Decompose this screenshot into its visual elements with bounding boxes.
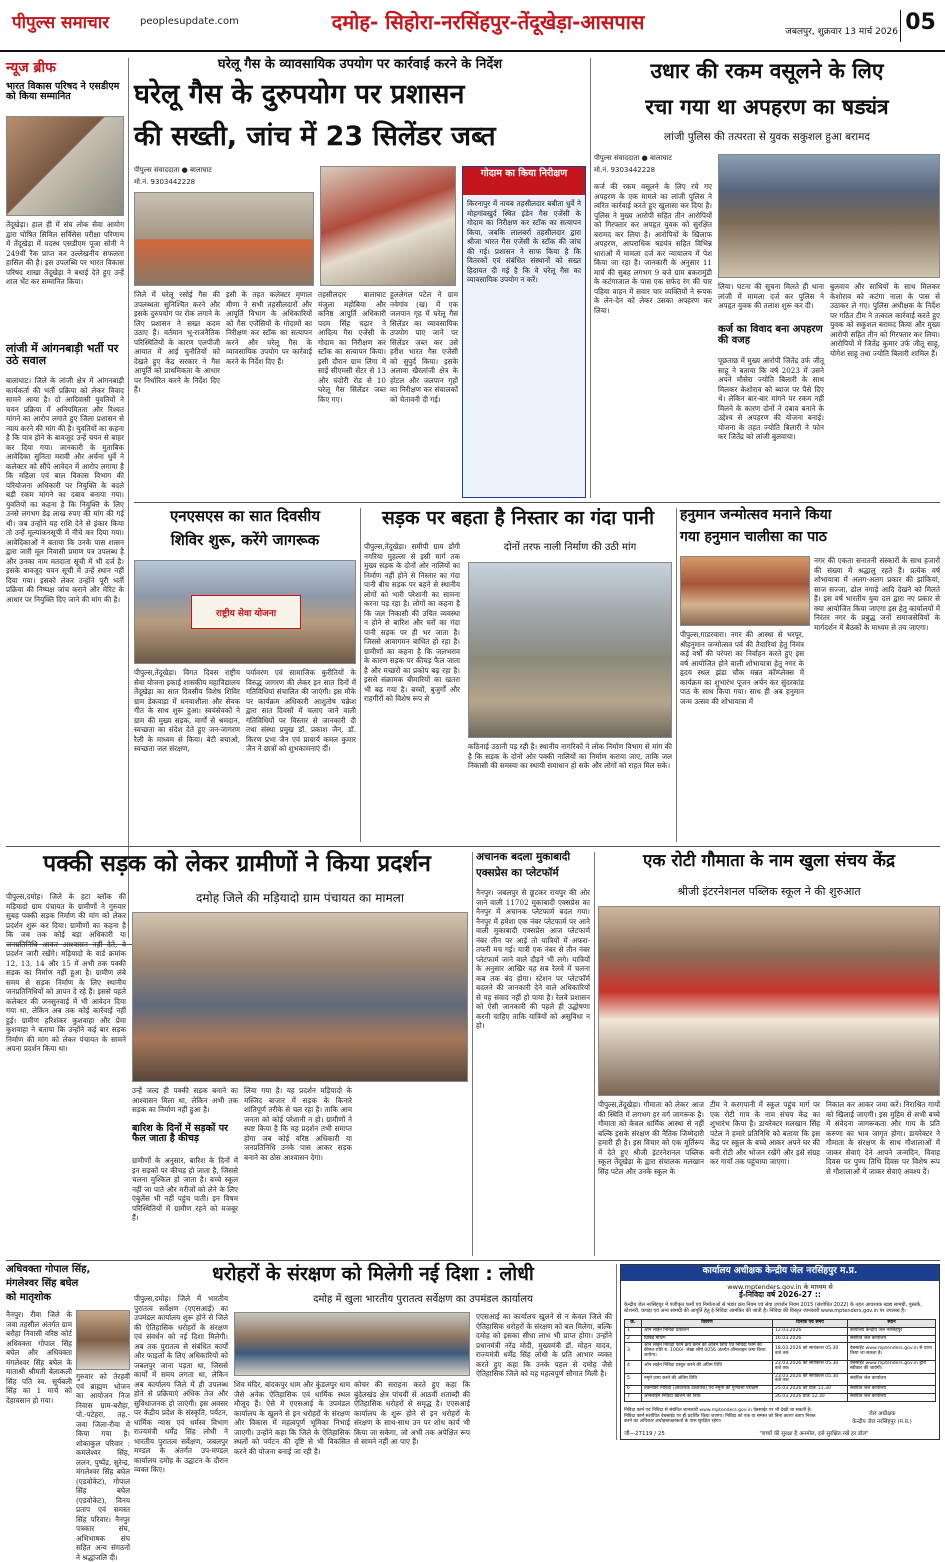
hanuman-headline-1: हनुमान जन्मोत्सव मनाने किया (680, 507, 832, 523)
nss-banner: राष्ट्रीय सेवा योजना (191, 595, 301, 629)
news-brief-item2-title: लांजी में आंगनबाड़ी भर्ती पर उठे सवाल (6, 342, 119, 368)
kidnap-col3: बुलवाय और साथियों के साथ मिलकर केशोराव को कटंगा नाला के पास से उठाकर ले गए। पुलिस अधीक्षक के निर्देश पर गठित टीम ने तत्काल कार्रवाई करते हुए युवक को सकुशल बरामद किया और मुख्य आरोपी सहित तीन को गिरफ्तार कर लिया। आरोपियों में जितेंद्र कुमार उर्फ जीतू साहू, योगेश साहू तथा ज्योति बिलारी शामिल हैं। (830, 282, 940, 358)
school-story (598, 852, 940, 1256)
tender-notice (620, 1264, 940, 1440)
drain-subhead: दोनों तरफ नाली निर्माण की उठी मांग (503, 542, 637, 553)
obituary-main (6, 1264, 130, 1562)
gas-col4: हुललेगल पटेल ने ग्राम नवेगांव (ख) में एक जलपान गृह में घरेलू गैस सिलेंडर का व्यावसायिक उपयोग पाए जाने पर सिलेंडर जब्त कर उसे हरीश भारत गैस एजेंसी को सुपुर्द किया। इसके अलावा खैरलांजी क्षेत्र के होटल और जलपान गृहों का निरीक्षण कर संचालकों को चेतावनी दी गई। (390, 290, 458, 404)
heritage-col3: कोचर की सराहना करते हुए कहा कि बुंदेलखंड क्षेत्र पांचवीं से आठवीं शताब्दी की ऐतिहासिक धरोहरों से समृद्ध है। एएसआई कार्यालय के शुरू होने से इन धरोहरों के संरक्षण के साथ-साथ उन पर शोध कार्य भी किया जा सकेगा, जो अभी तक अपेक्षित रूप से सामने नहीं आ पाए हैं। (354, 1380, 470, 1446)
cell-date: 18.03.2026 को सायंकाल 05.30 बजे तक (773, 1343, 848, 1360)
news-brief-label: न्यूज ब्रीफ (6, 60, 56, 76)
kidnap-byline: पीपुल्स संवाददाता ● बालाघाट (594, 154, 672, 162)
cell-detail: ऑन लाईन निविदा प्रकाशन (642, 1327, 773, 1335)
gas-col3: तहसीलदार बालाघाट मंजुला महोबिया और कनिष्ठ आपूर्ति अधिकारी पदम सिंह चढ़ार ने आदित्य गैस एजेंसी के गोदाम का निरीक्षण कर स्टॉक का सत्यापन किया। इसी दौरान ग्राम लिंगा में साई सीएमसी सेंटर से 13 और चंदोरी रोड से 10 घरेलू गैस सिलेंडर जब्त किए गए। (318, 290, 386, 404)
cell-place: संबंधित जेल कार्यालय (848, 1335, 936, 1343)
school-col2: टीम ने करगपानी में स्कूल पहुंच मार्ग पर एक रोटी गाय के नाम संचय केंद्र का शुभारंभ किया है। डायरेक्टर मलखान सिंह पटेल ने हमारे प्रतिनिधि को बताया कि इस केंद्र पर स्कूल के बच्चे आकर अपने घर की बनी रोटी और भोजन रखेंगे और इसे संग्रह कर गायों तक पहुंचाया जाएगा। (710, 1100, 820, 1166)
kidnap-subhead: लांजी पुलिस की तत्परता से युवक सकुशल हुआ बरामद (664, 131, 870, 143)
obituary-body-2: गुरुवार को तेरहवीं एवं ब्राह्मण भोजन का आयोजन निज निवास ग्राम-बरौहा, पो.-पटेहरा, तह.-जवा जिला-रीवा में किया गया है। शोकाकुल परिवार : कमलेश्वर सिंह, ललन, पुष्पेंद्र, सुरेन्द्र, मंगलेश्वर सिंह बघेल (एडवोकेट), गोपाल सिंह बघेल (एडवोकेट), विनय प्रताप एवं समस्त सिंह परिवार। नैनपुर पत्रकार संघ, अभिभाषक संघ सहित अन्य संगठनों ने श्रद्धांजलि दी। (76, 1372, 130, 1562)
tender-title: कार्यालय अधीक्षक केन्द्रीय जेल नरसिंहपुर म.प्र. (621, 1265, 939, 1281)
cell-date: 26.03.2026 प्रातः 12.30 (773, 1393, 848, 1401)
train-body: नैनपुर। जबलपुर से छूटकर रायपुर की ओर जाने वाली 11702 मुकाबादी एक्सप्रेस का नैनपुर में अचानक प्लेटफार्म बदल गया। नैनपुर में हमेशा एक नंबर प्लेटफार्म पर आने वाली मुकाबादी एक्सप्रेस आज प्लेटफार्म नंबर तीन पर आई तो यात्रियों में अफरा-तफरी मच गई। यात्री एक नंबर से तीन नंबर प्लेटफार्म जाने वाले दौड़ने भी लगे। यात्रियों के अनुसार आखिर यह सब रेलवे में चलना कब तक बंद होगा। स्टेशन पर प्लेटफॉर्म बदलने की जानकारी देने वाले अधिकारियों से यह संवाद नहीं हो पाया है। रेलवे प्रशासन को ऐसी जानकारी की पहले ही उद्घोषणा करनी चाहिए ताकि यात्रियों को असुविधा न हो। (476, 888, 590, 1030)
protest-col2: उन्हें जल्द ही पक्की सड़क बनाने का आश्वासन मिला था, लेकिन अभी तक सड़क का निर्माण नहीं हुआ है। (132, 1086, 238, 1114)
cell-sn: 4 (625, 1360, 642, 1373)
table-row (625, 1327, 936, 1335)
gas-byline: पीपुल्स संवाददाता ● बालाघाट (134, 166, 212, 174)
heritage-col4: एएसआई का कार्यालय खुलने से न केवल जिले की ऐतिहासिक धरोहरों के संरक्षण को बल मिलेगा, बल्कि दमोह को इसका सीधा लाभ भी प्राप्त होगा। उन्होंने प्रधानमंत्री नरेंद्र मोदी, मुख्यमंत्री डॉ. मोहन यादव, राज्यमंत्री धर्मेंद्र सिंह लोधी के प्रति आभार व्यक्त करते हुए कहा कि उनके पहल से दमोह जैसे ऐतिहासिक जिले को यह महत्वपूर्ण सौगात मिली है। (476, 1312, 612, 1378)
gas-col2: इसी के तहत कलेक्टर मृणाल मीणा ने सभी तहसीलदारों और आपूर्ति विभाग के अधिकारियों को गैस एजेंसियों के गोदामों का निरीक्षण कर स्टॉक का सत्यापन करने और घरेलू गैस के व्यावसायिक उपयोग पर कार्रवाई करने के निर्देश दिए हैं। (226, 290, 312, 366)
heritage-headline: धरोहरों के संरक्षण को मिलेगी नई दिशा : लोधी (212, 1263, 534, 1285)
cell-place: वेबसाईट www.mptenders.gov.in से प्राप्त किया जा सकता है। (848, 1343, 936, 1360)
drain-road-photo (468, 562, 672, 738)
table-row (625, 1335, 936, 1343)
cell-sn: 3 (625, 1343, 642, 1360)
train-headline-1: अचानक बदला मुकाबादी (476, 851, 571, 863)
protest-headline: पक्की सड़क को लेकर ग्रामीणों ने किया प्रदर्शन (43, 851, 431, 877)
cell-detail: प्रिबिड मीटिंग (642, 1335, 773, 1343)
obituary-portrait (76, 1310, 130, 1370)
nss-headline-2: शिविर शुरू, करेंगे जागरूक (170, 531, 320, 549)
tender-signatory-1: जेल अधीक्षक (868, 1411, 896, 1417)
hanuman-story (680, 508, 940, 842)
gas-sidebar-title: गोदाम का किया निरीक्षण (463, 167, 585, 195)
tender-website-line: www.mptenders.gov.in के माध्यम से (727, 1283, 833, 1291)
hanuman-col1: पीपुल्स,गाडरवारा। नगर की आस्था से भरपूर, श्रीहनुमान जन्मोत्सव पर्व की तैयारियां हेतु निमंत्र कई वर्षों की परंपरा का निर्वाहन करते हुए इस वर्ष आयोजित होने वाली शोभायात्रा हेतु नगर के हृदय स्थल झंडा चौक मन्नत कॉम्प्लेक्स में कार्यक्रम का शुभारंभ पूजन अर्चन कर सुंदरकांड पाठ के साथ किया गया। साथ ही अब हनुमान जन्म उत्सव की शोभायात्रा में (680, 630, 804, 706)
newspaper-logo: पीपुल्स समाचार (12, 13, 110, 33)
tender-subtitle: ई-निविदा वर्ष 2026-27 :: (739, 1290, 821, 1299)
news-brief-item1-body: तेंदूखेड़ा। हाल ही में संघ लोक सेवा आयोग द्वारा घोषित सिविल सर्विसेस परीक्षा परिणाम में तेंदूखेड़ा में पदस्थ एसडीएम पूजा सोनी ने 249वीं रैंक प्राप्त कर उल्लेखनीय सफलता हासिल की है। इस उपलब्धि पर भारत विकास परिषद शाखा तेंदूखेड़ा ने बधाई देते हुए उन्हें शाल भेंट कर सम्मानित किया। (6, 220, 124, 286)
kidnap-police-photo (718, 154, 940, 278)
cell-sn: 5 (625, 1373, 642, 1386)
protest-crowd-photo (132, 912, 468, 1082)
kidnap-col2: लिया। घटना की सूचना मिलते ही थाना लांजी में मामला दर्ज कर पुलिस ने अपहृत युवक की तलाश शुरू कर दी। (718, 282, 824, 310)
protest-col2b: ग्रामीणों के अनुसार, बारिश के दिनों में इन सड़कों पर कीचड़ हो जाता है, जिससे चलना मुश्किल हो जाता है। बच्चे स्कूल नहीं जा पाते और मरीजों को लेने के लिए एंबुलेंस भी नहीं पहुंच पाती। इन विषम परिस्थितियों में ग्रामीण रहने को मजबूर हैं। (132, 1156, 238, 1222)
school-subhead: श्रीजी इंटरनेशनल पब्लिक स्कूल ने की शुरुआत (677, 885, 861, 898)
nss-col1: पीपुल्स,तेंदूखेड़ा। विगत दिवस राष्ट्रीय सेवा योजना इकाई शासकीय महाविद्यालय तेंदूखेड़ा का सात दिवसीय विशेष शिविर ग्राम डेकवाड़ा में धनवाशीला और सेवक गीत के साथ शुरू हुआ। स्वयंसेवकों ने ग्राम की मुख्य सड़क, मार्गों से श्रमदान, स्वच्छता का संदेश देते हुए जन-जागरण रैली के माध्यम से किया। बेटी बचाओ, स्वच्छता जल संरक्षण, (134, 668, 240, 753)
heritage-story (134, 1263, 612, 1474)
cell-place: संबंधित जेल कार्यालय (848, 1373, 936, 1386)
heritage-inauguration-photo (234, 1312, 470, 1376)
gas-sidebar (462, 166, 586, 498)
gas-headline-1: घरेलू गैस के दुरुपयोग पर प्रशासन (134, 79, 465, 110)
heritage-subhead: दमोह में खुला भारतीय पुरातत्व सर्वेक्षण का उपमंडल कार्यालय (313, 1294, 533, 1305)
gas-godown-photo (320, 166, 456, 286)
tender-intro: केन्द्रीय जेल नरसिंहपुर में पंजीकृत फर्मों एवं निर्माताओं से भंडार क्रय नियम एवं सेवा उपार्जन नियम 2015 (संशोधित 2022) के तहत आवश्यक खाद्य सामग्री, पुस्तकें, स्टेशनरी, कपड़ा एवं अन्य सामग्री की आपूर्ति हेतु ई-निविदा आमंत्रित की जाती है। निविदा की विस्तृत जानकारी www.mptenders.gov.in पर उपलब्ध है। (624, 1302, 922, 1314)
gas-mobile: मो.नं. 9303442228 (134, 178, 196, 186)
heritage-col1: पीपुल्स,दमोह। जिले में भारतीय पुरातत्व सर्वेक्षण (एएसआई) का उपमंडल कार्यालय शुरू होने से जिले की ऐतिहासिक धरोहरों के संरक्षण एवं संवर्धन को नई दिशा मिलेगी। अब तक पुरातत्व से संबंधित कार्यों और फाइलों के लिए अधिकारियों को जबलपुर जाना पड़ता था, जिससे कार्यों में समय लगता था, लेकिन अब कार्यालय जिले में ही उपलब्ध होने से प्रक्रियाएं अधिक तेज और सुविधाजनक हो जाएंगी। इस अवसर पर केंद्रीय प्रदेश के संस्कृति, पर्यटन, धार्मिक न्यास एवं धर्मस्व विभाग राज्यमंत्री धर्मेंद्र सिंह लोधी ने भारतीय पुरातत्व सर्वेक्षण, जबलपुर मण्डल के अंतर्गत उप-मण्डल कार्यालय दमोह के उद्घाटन के दौरान व्यक्त किए। (134, 1294, 228, 1474)
nss-story (134, 508, 356, 842)
kidnap-headline-1: उधार की रकम वसूलने के लिए (650, 59, 884, 83)
cell-date: 23.03.2026 को सायंकाल 05.30 बजे तक (773, 1360, 848, 1373)
tender-footer: निविदा फार्म एवं निविदा से संबंधित जानकारी www.mptenders.gov.in वेबसाईट पर भी देखी जा सकती है। निविदा फार्म संशोधित वेबसाईट पर ही प्रदर्शित किया जाएगा। निविदा को एक या समस्त को बिना कारण बताए निरस्त करने का अधिकार अधोहस्ताक्षरकर्ता के पास सुरक्षित रहेगा। (624, 1408, 816, 1424)
protest-subhead2: बारिश के दिनों में सड़कों पर फैल जाता है कीचड़ (132, 1123, 228, 1145)
school-col1: पीपुल्स,तेंदूखेड़ा। गौमाता को लेकर आज की स्थिति में लगभग हर वर्ग जागरूक है। गौमाता को केवल धार्मिक आस्था से नहीं बल्कि इसके संरक्षण की नैतिक जिम्मेदारी हमारी ही है। इस विचार को एक मूर्तिरूप में देते हुए श्रीजी इंटरनेशनल पब्लिक स्कूल तेंदूखेड़ा के द्वारा संचालक मलखान सिंह पटेल और उनके स्कूल के (598, 1100, 704, 1176)
cell-detail: ऑन लाईन निविदा फार्म क्रय करने की अंतिम तिथि एवं निविदा फार्म की कीमत राशि रु. 1000/- लेखा शीर्ष 0056 अंतर्गत ऑनलाइन जमा किया जायेगा। (642, 1343, 773, 1360)
cell-detail: तकनीकी निविदा (आवश्यक दस्तावेज) एवं नमूनों की गुणवत्ता परीक्षण (642, 1386, 773, 1394)
tender-signatory-2: केन्द्रीय जेल नरसिंहपुर (म.प्र.) (852, 1419, 912, 1425)
cell-detail: नमूने जमा करने की अंतिम तिथि (642, 1373, 773, 1386)
drain-col2: कठिनाई उठानी पड़ रही है। स्थानीय नागरिकों ने लोक निर्माण विभाग से मांग की है कि सड़क के दोनों ओर पक्की नालियों का निर्माण कराया जाए, ताकि जल निकासी की समस्या का स्थायी समाधान हो सके और लोगों को राहत मिल सके। (468, 742, 672, 770)
kidnap-mobile: मो.नं. 9303442228 (594, 166, 656, 174)
masthead (0, 0, 945, 52)
page-number: 05 (900, 10, 940, 42)
kidnap-subhead2: कर्ज का विवाद बना अपहरण की वजह (718, 324, 823, 346)
protest-subhead: दमोह जिले की मड़ियादो ग्राम पंचायत का मामला (196, 891, 404, 905)
cell-sn: 1 (625, 1327, 642, 1335)
tender-col-sn: क्र. (625, 1320, 642, 1328)
protest-story-box (6, 852, 468, 1256)
cell-place: संबंधित जेल कार्यालय (848, 1393, 936, 1401)
table-row (625, 1360, 936, 1373)
tender-col-date: दिनांक एवं समय (773, 1320, 848, 1328)
nss-headline-1: एनएसएस का सात दिवसीय (169, 507, 321, 525)
tender-table-wrap (624, 1319, 936, 1407)
school-col3: निकाल कर आकर जमा करें। निराश्रित गायों को खिलाई जाएगी। इस मुहिम से सभी बच्चे में संवेदना जागरूकता और गाय के प्रति करुणा का भाव जागृत होगा। डायरेक्टर ने गौमाता के संरक्षण के साथ गौशालाओं में जाकर सेवाएं देने आपने जन्मदिन, विवाह दिवस पर पुण्य तिथि दिवस पर विशेष रूप से गौशालाओं में जाकर सेवाएं अवश्य दें। (826, 1100, 940, 1176)
school-headline: एक रोटी गौमाता के नाम खुला संचय केंद्र (643, 851, 895, 871)
sdm-honour-photo (6, 116, 124, 216)
tender-table-header-row (625, 1320, 936, 1328)
nss-col2: पर्यावरण एवं सामाजिक कुरीतियों के विरुद्ध जागरण की लेकर इन सात दिनों में गतिविधियां संचालित की जाएंगी। इस मौके पर कार्यक्रम अधिकारी आशुतोष चक्रेश द्वारा सात दिवसों में चलाए जाने वाली गतिविधियों पर विस्तार से जानकारी दी तथा संस्था प्रमुख डॉ. प्रकाश जैन, डॉ. किरण प्रभा जैन एवं प्राचार्य कमल कुमार जैन ने छात्रों को शुभकामनाएं दीं। (246, 668, 356, 753)
nss-rally-photo (134, 560, 356, 664)
kidnap-col1: कर्ज की रकम वसूलने के लिए रचे गए अपहरण के एक मामले का लांजी पुलिस ने त्वरित कार्रवाई करते हुए खुलासा कर दिया है। पुलिस ने मुख्य आरोपी सहित तीन आरोपियों को गिरफ्तार कर अपहृत युवक को सुरक्षित बरामद कर लिया है। आरोपियों के खिलाफ अपहरण, आपराधिक षडयंत्र सहित विभिन्न धाराओं में मामला दर्ज कर न्यायालय में पेश किया जा रहा है। जानकारी के अनुसार 11 मार्च की सुबह लगभग 9 बजे ग्राम बकरामुंडी के कटंगाजाल के पास एक सफेद रंग की चार पहिया वाहन में सवार चार व्यक्तियों ने रूपक के लेन-देन को लेकर उसका अपहरण कर लिया। (594, 182, 712, 315)
drain-col1: पीपुल्स,तेंदूखेड़ा। समीपी ग्राम डोंगी नगरिया मुहल्ला से इसी मार्ग तक मुख्य सड़क के दोनों ओर नालियों का निर्माण नहीं होने से निस्तार का गंदा पानी बीच सड़क पर बहने से स्थानीय लोगों को भारी परेशानी का सामना करना पड़ रहा है। लोगों का कहना है कि जल निकासी की उचित व्यवस्था न होने से बारिश और घरों का गंदा पानी सड़क पर ही भर जाता है। जिससे आवागमन बाधित हो रहा है। ग्रामीणों का कहना है कि जलभराव के कारण सड़क पर कीचड़ फैल जाता है और मच्छरों का प्रकोप बढ़ रहा है। इससे संक्रामक बीमारियों का खतरा भी बढ़ गया है। बच्चों, बुजुर्गों और राहगीरों को विशेष रूप से (364, 542, 460, 703)
cell-date: 12.03.2026 (773, 1327, 848, 1335)
gas-story (134, 58, 586, 498)
obituary-headline-1: अधिवक्ता गोपाल सिंह, (6, 1264, 91, 1275)
hanuman-pooja-photo (680, 556, 810, 626)
tender-col-detail: विवरण (642, 1320, 773, 1328)
cell-date: 23.03.2026 को सायंकाल 05.30 बजे तक (773, 1373, 848, 1386)
heritage-col2: शिव मंदिर, बांदकपुर धाम और कुंडलपुर धाम जैसे अनेक ऐतिहासिक एवं धार्मिक स्थल मौजूद हैं। ऐसे में एएसआई के उपमंडल कार्यालय के खुलने से इन धरोहरों के संरक्षण और विकास में महत्वपूर्ण भूमिका निभाई जाएगी। उन्होंने कहा कि जिले के ऐतिहासिक स्थलों को पर्यटन की दृष्टि से भी विकसित करने की योजना बनाई जा रही है। (234, 1380, 350, 1456)
kidnap-story (594, 58, 940, 498)
gas-col1: जिले में घरेलू रसोई गैस की उपलब्धता सुनिश्चित करने और इसके दुरुपयोग पर रोक लगाने के लिए प्रशासन ने सख्त कदम उठाए हैं। वर्तमान भू-राजनैतिक परिस्थितियों के कारण एलपीजी आयात में आई चुनौतियों को देखते हुए केंद्र सरकार ने गैस आपूर्ति को प्राथमिकता के आधार पर निर्धारित करने के निर्देश दिए हैं। (134, 290, 220, 394)
drain-story (364, 508, 672, 842)
gas-kicker: घरेलू गैस के व्यावसायिक उपयोग पर कार्रवाई करने के निर्देश (217, 57, 503, 72)
cell-sn: 2 (625, 1335, 642, 1343)
protest-col1: पीपुल्स,दमोह। जिले के हटा ब्लॉक की मड़ियादो ग्राम पंचायत के ग्रामीणों ने गुरुवार सुबह पक्की सड़क निर्माण की मांग को लेकर प्रदर्शन शुरू कर दिया। ग्रामीणों का कहना है कि जब तक कोई बड़ा अधिकारी या जनप्रतिनिधि आकर आश्वासन नहीं देते, वे प्रदर्शन जारी रखेंगे। मड़ियादो के वार्ड क्रमांक 12, 13, 14 और 15 में अभी तक पक्की सड़क का निर्माण नहीं हुआ है। ग्रामीण लंबे समय से सड़क निर्माण के लिए स्थानीय जनप्रतिनिधियों को ज्ञापन दे रहे हैं। इससे पहले कलेक्टर की जनसुनवाई में भी आवेदन दिया गया था, लेकिन अब तक कोई कार्रवाई नहीं हुई। ग्रामीण हरिशंकर कुशवाहा और प्रेमा कुशवाहा ने बताया कि उन्होंने कई बार सड़क निर्माण की मांग को लेकर पंचायत के सामने अपना प्रदर्शन किया था। (6, 892, 126, 1053)
news-brief-column (6, 58, 124, 938)
cell-date: 25.03.2026 को प्रातः 11.30 (773, 1386, 848, 1394)
cell-detail: ऑन लाईन निविदा प्रस्तुत करने की अंतिम तिथि (642, 1360, 773, 1373)
news-brief-item1-title: भारत विकास परिषद ने एसडीएम को किया सम्मानित (6, 81, 120, 103)
cell-date: 16.03.2026 (773, 1335, 848, 1343)
cell-sn: 7 (625, 1393, 642, 1401)
cell-place: वेबसाईट www.mptenders.gov.in द्वारा स्वीकार की जावेगी। (848, 1360, 936, 1373)
obituary-headline-2: मंगलेश्वर सिंह बघेल (6, 1278, 79, 1289)
protest-col3: लिया गया है। यह प्रदर्शन मड़ियादो के मस्जिद बाजार में सड़क के किनारे शांतिपूर्ण तरीके से चल रहा है। ताकि आम जनता को कोई परेशानी न हो। ग्रामीणों ने स्पष्ट किया है कि यह प्रदर्शन तभी समाप्त होगा जब कोई वरिष्ठ अधिकारी या जनप्रतिनिधि उनके पास आकर सड़क बनाने का ठोस आश्वासन देगा। (244, 1086, 352, 1162)
train-headline-2: एक्सप्रेस का प्लेटफॉर्म (476, 867, 559, 879)
table-row (625, 1373, 936, 1386)
cell-sn: 6 (625, 1386, 642, 1394)
obituary-body-1: नैनपुर। रीवा जिले के जवा तहसील अंतर्गत ग्राम बरौहा निवासी वरिष्ठ कोर्ट अधिवक्ता गोपाल सिंह बघेल और अधिवक्ता मंगलेश्वर सिंह बघेल के माताश्री श्रीमती बेलाकली सिंह पति स्व. सूर्यबली सिंह का 1 मार्च को देहावसान हो गया। (6, 1310, 72, 1405)
tender-table (624, 1319, 936, 1402)
school-children-photo (598, 906, 940, 1096)
cell-place: संबंधित जेल कार्यालय (848, 1386, 936, 1394)
tender-col-place: स्थान (848, 1320, 936, 1328)
table-row (625, 1343, 936, 1360)
news-brief-item2-body: बालाघाट। जिले के लांजी क्षेत्र में आंगनबाड़ी कार्यकर्ता की भर्ती प्रक्रिया को लेकर विवाद सामने आया है। दो आदिवासी युवतियों ने चयन प्रक्रिया में अनियमितता और रिश्वत मांगने का आरोप लगाते हुए जिला प्रशासन से न्याय करने की मांग की है। युवतियों का कहना है कि पात्र होने के बावजूद उन्हें चयन से बाहर कर दिया गया। जानकारी के मुताबिक आवेदिका सुनिता मरावी और अर्चना धुर्वे ने कलेक्टर को सौंपे आवेदन में आरोप लगाया है कि महिला एवं बाल विकास विभाग की परियोजना अधिकारी पर नियुक्ति के बदले बड़ी रकम मांगने का दबाव बनाया गया। युवतियों का कहना है कि नियुक्ति के लिए उनसे लगभग डेढ़ लाख रुपए की मांग की गई थी। जब उन्होंने यह राशि देने से इंकार किया तो उन्हें मूल्यांकनसूची में नीचे कर दिया गया। आवेदिकाओं ने बताया कि उनके पास शासन द्वारा जारी मूल निवासी प्रमाण पत्र उपलब्ध है और उनका नाम मतदाता सूची में भी दर्ज है। इसके बावजूद चयन सूची में उन्हें स्थान नहीं दिया गया। इसको लेकर उन्होंने पूरी भर्ती प्रक्रिया की निष्पक्ष जांच कराने और मेरिट के आधार पर नियुक्ति दिए जाने की मांग की है। (6, 376, 124, 604)
table-row (625, 1393, 936, 1401)
gas-headline-2: की सख्ती, जांच में 23 सिलेंडर जब्त (134, 121, 496, 152)
drain-headline: सड़क पर बहता है निस्तार का गंदा पानी (381, 507, 655, 529)
gas-sidebar-body: किरनापुर में नायब तहसीलदार बबीता धुर्वे ने मोहगांवखुर्द स्थित इंडेन गैस एजेंसी के गोदाम का निरीक्षण कर स्टॉक का सत्यापन किया, जबकि लालबर्रा तहसीलदार द्वारा श्रीजा भारत गैस एजेंसी के स्टॉक की जांच की गई। प्रशासन ने साफ किया है कि वितरकों एवं संबंधित संस्थानों को सख्त हिदायत दी गई है कि वे घरेलू गैस का व्यावसायिक उपयोग न करें। (467, 199, 581, 284)
cell-detail: ऑनलाईन निविदा खोलने की तिथि (642, 1393, 773, 1401)
tender-slogan: "बच्चों की सुरक्षा है अनमोल, इसे सुरक्षित रखें हर डोल" (759, 1431, 869, 1437)
dateline: जबलपुर, शुक्रवार 13 मार्च 2026 (785, 27, 898, 37)
kidnap-headline-2: रचा गया था अपहरण का षड्यंत्र (645, 95, 889, 119)
table-row (625, 1386, 936, 1394)
cell-place: कार्यालय केन्द्रीय जेल नरसिंहपुर (848, 1327, 936, 1335)
region-title: दमोह- सिहोरा-नरसिंहपुर-तेंदूखेड़ा-आसपास (331, 10, 645, 34)
obituary-headline-3: को मातृशोक (6, 1292, 52, 1303)
hanuman-headline-2: गया हनुमान चालीसा का पाठ (680, 529, 827, 545)
kidnap-col2b: पूछताछ में मुख्य आरोपी जितेंद्र उर्फ जीतू साहू ने बताया कि वर्ष 2023 में उसने अपने मौसेरा ज्योति बिलारी के साथ मिलकर केशोराव को ब्याज पर पैसे दिए थे। लेकिन बार-बार मांगने पर रकम नहीं मिलने के कारण दोनों ने दबाव बनाने के उद्देश्य से अपहरण की योजना बनाई। योजना के तहत ज्योति बिलारी ने फोन कर जितेंद्र को लांजी बुलवाया। (718, 356, 824, 441)
tender-ref: जी—27119 / 25 (624, 1431, 665, 1437)
website-label: peoplesupdate.com (140, 16, 239, 27)
hanuman-col2: नगर की एकता सनातनी संस्कारों के साथ हजारों की संख्या में श्रद्धालु रहते हैं। प्रत्येक वर्ष शोभायात्रा में अलग-अलग प्रकार की झांकियां, साज सज्जा, ढोल नगाड़े आदि देखने को मिलते हैं। इस वर्ष भारतीय युवा दल द्वारा नए प्रकार से क्या आयोजित किया जाएगा इस हेतु कार्यालयों में निरंतर नगर के प्रबुद्ध जनों समाजसेवियों के मार्गदर्शन में बैठकों के माध्यम से तय जाएगा। (814, 556, 940, 632)
gas-cylinders-photo (134, 192, 314, 286)
train-story (476, 852, 590, 1256)
